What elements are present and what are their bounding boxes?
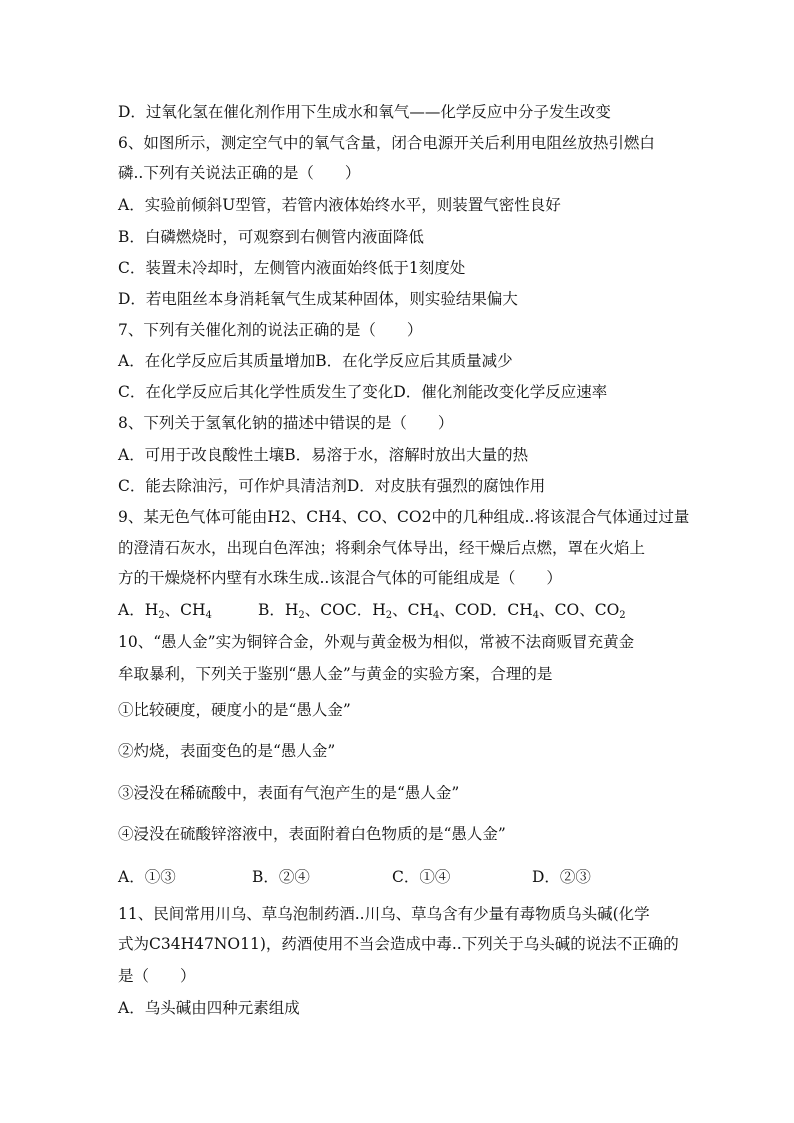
q6-stem-line2: 磷..下列有关说法正确的是（ ）: [118, 164, 361, 182]
q9-stem-line3: 方的干燥烧杯内壁有水珠生成..该混合气体的可能组成是（ ）: [118, 569, 562, 587]
q9-options-bcd: B．$H_2$、COC．$H_2$、$CH_4$、COD．$CH_4$、CO、$CO_2$: [258, 601, 626, 621]
q10-item-3: ③浸没在稀硫酸中，表面有气泡产生的是“愚人金”: [118, 784, 460, 802]
q6-option-b: B．白磷燃烧时，可观察到右侧管内液面降低: [118, 228, 424, 246]
q5-option-d: D．过氧化氢在催化剂作用下生成水和氧气——化学反应中分子发生改变: [118, 103, 611, 121]
q10-item-4: ④浸没在硫酸锌溶液中，表面附着白色物质的是“愚人金”: [118, 825, 506, 843]
q10-item-1: ①比较硬度，硬度小的是“愚人金”: [118, 701, 351, 719]
q11-stem-line1: 11、民间常用川乌、草乌泡制药酒..川乌、草乌含有少量有毒物质乌头碱(化学: [118, 905, 650, 923]
q10-option-c: C．①④: [392, 868, 451, 886]
q8-stem: 8、下列关于氢氧化钠的描述中错误的是（ ）: [118, 414, 454, 432]
q9-option-a: A．$H_2$、$CH_4$: [118, 601, 212, 621]
q6-option-c: C．装置未冷却时，左侧管内液面始终低于1刻度处: [118, 259, 466, 277]
q6-stem-line1: 6、如图所示，测定空气中的氧气含量，闭合电源开关后利用电阻丝放热引燃白: [118, 134, 655, 152]
q10-option-d: D．②③: [532, 868, 591, 886]
q7-stem: 7、下列有关催化剂的说法正确的是（ ）: [118, 321, 423, 339]
q9-stem-line1: 9、某无色气体可能由H2、CH4、CO、CO2中的几种组成..将该混合气体通过过量: [118, 508, 690, 526]
q9-options: [118, 600, 698, 620]
q6-option-a: A．实验前倾斜U型管，若管内液体始终水平，则装置气密性良好: [118, 196, 561, 214]
q10-item-2: ②灼烧，表面变色的是“愚人金”: [118, 742, 336, 760]
q10-stem-line2: 牟取暴利，下列关于鉴别“愚人金”与黄金的实验方案，合理的是: [118, 665, 553, 683]
q11-stem-line3: 是（ ）: [118, 967, 196, 985]
q10-options: [118, 867, 698, 887]
q11-option-a: A．乌头碱由四种元素组成: [118, 999, 300, 1017]
q8-options-ab: A．可用于改良酸性土壤B．易溶于水，溶解时放出大量的热: [118, 446, 529, 464]
q8-options-cd: C．能去除油污，可作炉具清洁剂D．对皮肤有强烈的腐蚀作用: [118, 477, 546, 495]
q10-stem-line1: 10、“愚人金”实为铜锌合金，外观与黄金极为相似，常被不法商贩冒充黄金: [118, 633, 635, 651]
q10-option-a: A．①③: [118, 868, 176, 886]
q9-stem-line2: 的澄清石灰水，出现白色浑浊；将剩余气体导出，经干燥后点燃，罩在火焰上: [118, 539, 646, 557]
q7-options-ab: A．在化学反应后其质量增加B．在化学反应后其质量减少: [118, 352, 513, 370]
q11-stem-line2: 式为C34H47NO11)，药酒使用不当会造成中毒..下列关于乌头碱的说法不正确的: [118, 935, 679, 953]
q6-option-d: D．若电阻丝本身消耗氧气生成某种固体，则实验结果偏大: [118, 290, 518, 308]
q7-options-cd: C．在化学反应后其化学性质发生了变化D．催化剂能改变化学反应速率: [118, 383, 608, 401]
q10-option-b: B．②④: [252, 868, 310, 886]
